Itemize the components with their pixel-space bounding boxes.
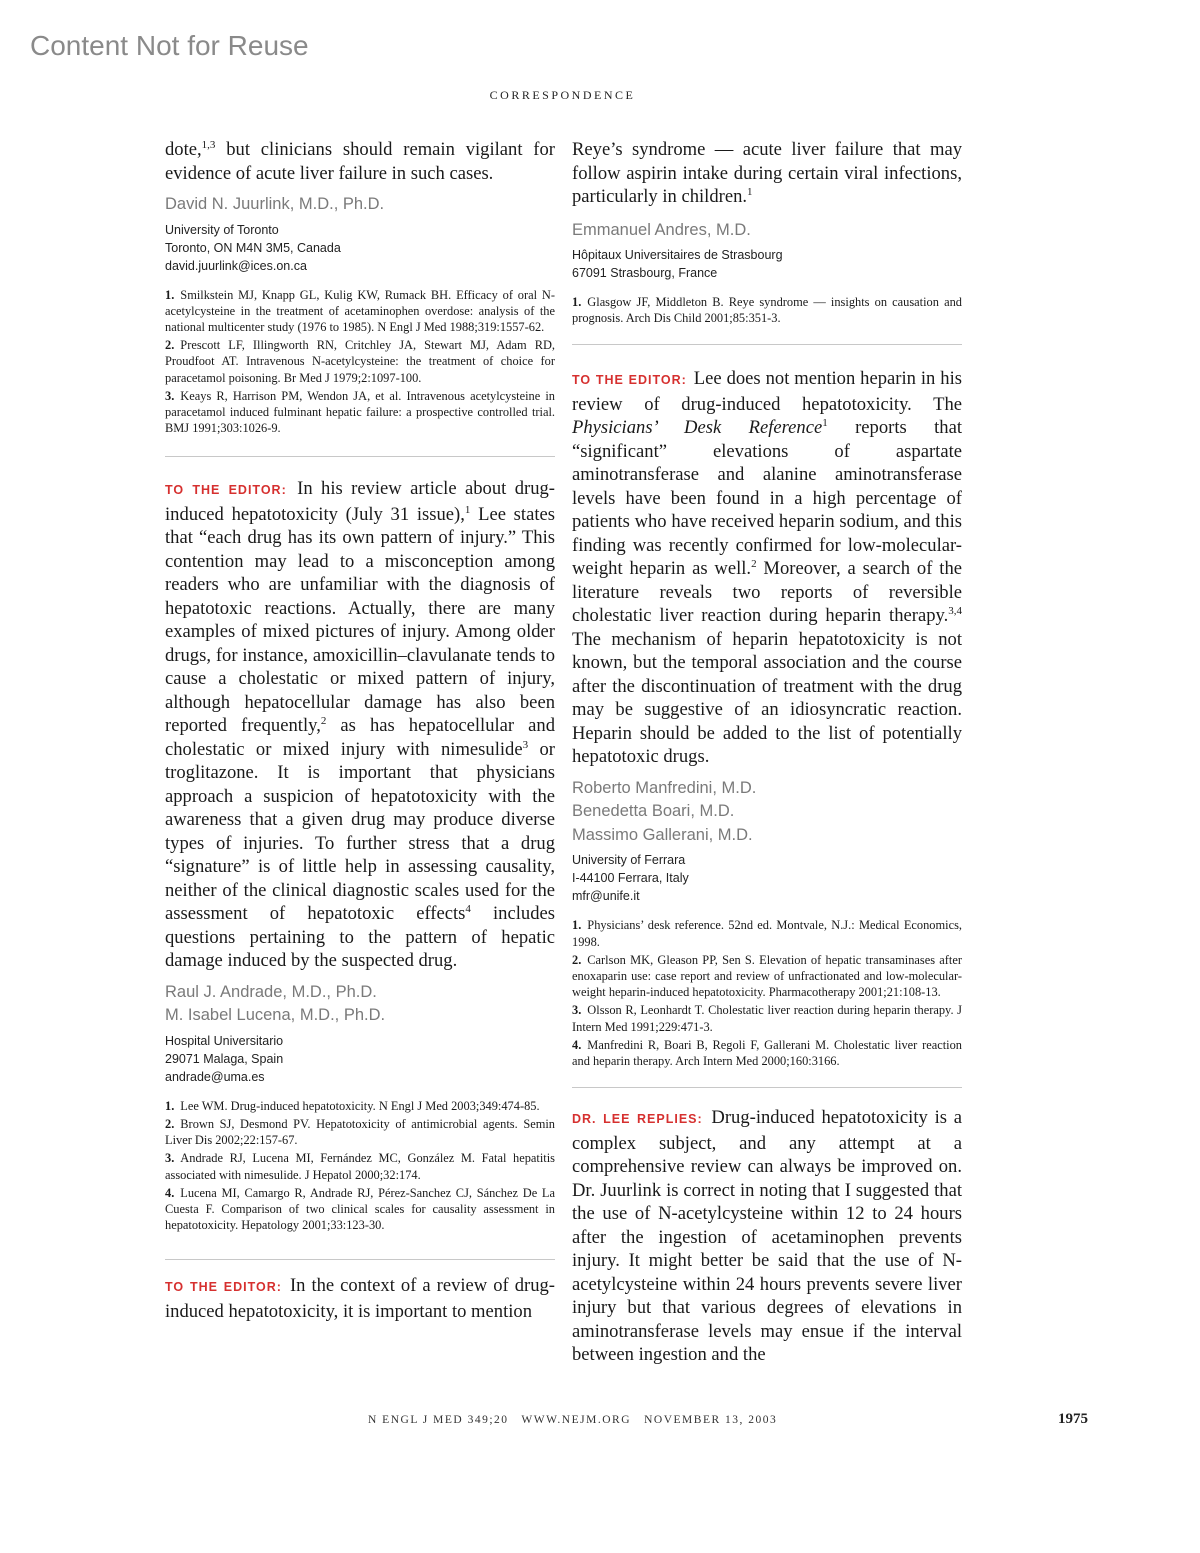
affiliation-line: I-44100 Ferrara, Italy xyxy=(572,871,689,886)
paragraph-text: In the context of a review of drug-induced hepatotoxicity, it is important to mention xyxy=(165,1275,555,1322)
reference-number: 3. xyxy=(165,388,175,403)
page-footer xyxy=(0,1411,1200,1431)
continued-paragraph xyxy=(165,138,555,185)
reference-list xyxy=(572,917,962,1069)
letter-label: TO THE EDITOR: xyxy=(165,483,287,498)
letter-label: TO THE EDITOR: xyxy=(572,373,687,388)
reference-text: Manfredini R, Boari B, Regoli F, Gallerani M. Cholestatic liver reaction and heparin therapy. Arch Intern Med 2000;160:3166. xyxy=(572,1037,962,1069)
letter-paragraph xyxy=(572,367,962,769)
paragraph-text: or troglitazone. It is important that physicians approach a suspicion of hepatotoxicity with the awareness that a given drug may produce diverse types of injuries. To further stress that a drug “signature” is of little help in assessing causality, neither of the clinical diagnostic scales used for the assessment of hepatotoxic effects xyxy=(165,738,555,925)
affiliation-line: Hôpitaux Universitaires de Strasbourg xyxy=(572,248,783,262)
reference-text: Lee WM. Drug-induced hepatotoxicity. N Engl J Med 2003;349:474-85. xyxy=(180,1098,540,1113)
paragraph-text: reports that “significant” elevations of aspartate aminotransferase and alanine aminotransferase levels have been found in a high percentage of patients who have received heparin sodium, and this finding was recently confirmed for low-molecular-weight heparin as well. xyxy=(572,417,962,580)
reference-text: Andrade RJ, Lucena MI, Fernández MC, González M. Fatal hepatitis associated with nimesulide. J Hepatol 2000;32:174. xyxy=(165,1151,555,1182)
reference-item xyxy=(165,287,555,336)
reference-item xyxy=(165,1116,555,1148)
reference-item xyxy=(572,917,962,949)
section-divider xyxy=(572,344,962,345)
letter-paragraph xyxy=(165,1274,555,1323)
author-name: David N. Juurlink, M.D., Ph.D. xyxy=(165,195,385,213)
affiliation xyxy=(572,246,962,282)
author-email[interactable]: andrade@uma.es xyxy=(165,1069,265,1084)
reference-item xyxy=(165,1098,555,1114)
author-name: M. Isabel Lucena, M.D., Ph.D. xyxy=(165,1006,386,1025)
reference-list xyxy=(165,287,555,437)
reference-number: 4. xyxy=(165,1185,175,1200)
citation-sup: 2 xyxy=(751,558,757,571)
citation-sup: 3,4 xyxy=(948,605,962,618)
author-email[interactable]: david.juurlink@ices.on.ca xyxy=(165,258,307,273)
author-email[interactable]: mfr@unife.it xyxy=(572,889,640,904)
paragraph-text: Reye’s syndrome — acute liver failure that may follow aspirin intake during certain viral infections, particularly in children. xyxy=(572,139,962,207)
paragraph-text: includes questions pertaining to the pattern of hepatic damage induced by the suspected drug. xyxy=(165,903,555,972)
citation-sup: 1,3 xyxy=(201,138,216,151)
reference-text: Lucena MI, Camargo R, Andrade RJ, Pérez-Sanchez CJ, Sánchez De La Cuesta F. Comparison of two clinical scales for causality assessment in hepatotoxicity. Hepatology 2001;33:123-30. xyxy=(165,1185,555,1233)
reference-number: 1. xyxy=(572,918,582,933)
reference-item xyxy=(572,294,962,326)
reference-item xyxy=(165,1185,555,1234)
section-header: CORRESPONDENCE xyxy=(489,88,636,102)
left-column xyxy=(165,138,555,1323)
reference-item xyxy=(165,388,555,437)
reference-text: Glasgow JF, Middleton B. Reye syndrome — insights on causation and prognosis. Arch Dis Child 2001;85:351-3. xyxy=(572,295,962,326)
reference-number: 3. xyxy=(165,1151,175,1166)
paragraph-text: Lee states that “each drug has its own pattern of injury.” This contention may lead to a misconception among readers who are unfamiliar with the diagnosis of hepatotoxic reactions. Actually, there are many examples of mixed pictures of injury. Among older drugs, for instance, amoxicillin–clavulanate tends to cause a cholestatic or mixed pattern of injury, although hepatocellular damage has also been reported frequently, xyxy=(165,503,555,737)
section-divider xyxy=(165,456,555,457)
reference-number: 1. xyxy=(165,1098,175,1113)
reference-number: 1. xyxy=(165,287,175,302)
paragraph-text: but clinicians should remain vigilant for evidence of acute liver failure in such cases. xyxy=(165,139,555,184)
paragraph-text: The mechanism of heparin hepatotoxicity is not known, but the temporal association and the course after the discontinuation of treatment with the drug may be suggestive of an idiosyncratic reaction. Heparin should be added to the list of potentially hepatotoxic drugs. xyxy=(572,628,962,768)
reference-number: 1. xyxy=(572,295,582,309)
reference-text: Olsson R, Leonhardt T. Cholestatic liver reaction during heparin therapy. J Intern Med 1991;229:471-3. xyxy=(572,1003,962,1034)
letter-label: DR. LEE REPLIES: xyxy=(572,1112,703,1127)
affiliation xyxy=(165,1032,555,1086)
reference-number: 2. xyxy=(165,338,175,353)
affiliation-line: 67091 Strasbourg, France xyxy=(572,266,718,280)
journal-citation: N ENGL J MED 349;20 WWW.NEJM.ORG NOVEMBER 13, 2003 xyxy=(368,1414,778,1426)
author-name: Benedetta Boari, M.D. xyxy=(572,802,735,821)
reference-item xyxy=(165,337,555,386)
reference-item xyxy=(572,1002,962,1034)
letter-label: TO THE EDITOR: xyxy=(165,1280,282,1295)
reference-item xyxy=(572,1037,962,1069)
citation-sup: 1 xyxy=(822,417,828,430)
author-name: Roberto Manfredini, M.D. xyxy=(572,778,757,797)
affiliation xyxy=(572,851,962,905)
paragraph-text: as has hepatocellular and cholestatic or mixed injury with nimesulide xyxy=(165,715,555,760)
reference-number: 3. xyxy=(572,1003,582,1018)
letter-paragraph xyxy=(572,1106,962,1367)
citation-sup: 3 xyxy=(522,738,529,751)
affiliation-line: Toronto, ON M4N 3M5, Canada xyxy=(165,240,341,255)
continued-paragraph xyxy=(572,138,962,209)
citation-sup: 1 xyxy=(464,503,471,516)
reference-number: 4. xyxy=(572,1037,582,1052)
affiliation-line: University of Toronto xyxy=(165,222,279,237)
reference-list xyxy=(165,1098,555,1234)
author-name: Raul J. Andrade, M.D., Ph.D. xyxy=(165,982,377,1001)
reference-text: Brown SJ, Desmond PV. Hepatotoxicity of antimicrobial agents. Semin Liver Dis 2002;22:157-67. xyxy=(165,1117,555,1148)
affiliation xyxy=(165,221,555,275)
reference-number: 2. xyxy=(165,1117,175,1132)
author-name: Massimo Gallerani, M.D. xyxy=(572,825,753,844)
reference-number: 2. xyxy=(572,952,582,967)
paragraph-text: Moreover, a search of the literature reveals two reports of reversible cholestatic liver reaction during heparin therapy. xyxy=(572,558,962,627)
right-column xyxy=(572,138,962,1367)
author-name: Emmanuel Andres, M.D. xyxy=(572,220,751,239)
citation-sup: 1 xyxy=(747,185,753,198)
reference-item xyxy=(165,1150,555,1182)
watermark: Content Not for Reuse xyxy=(30,30,309,61)
section-divider xyxy=(572,1087,962,1088)
citation-sup: 2 xyxy=(320,715,327,728)
citation-sup: 4 xyxy=(465,903,471,916)
affiliation-line: 29071 Malaga, Spain xyxy=(165,1051,284,1066)
letter-paragraph xyxy=(165,477,555,973)
author-list xyxy=(572,777,962,848)
reference-text: Smilkstein MJ, Knapp GL, Kulig KW, Rumack BH. Efficacy of oral N-acetylcysteine in the treatment of acetaminophen overdose: analysis of the national multicenter study (1976 to 1985). N Engl J Med 1988;319:1557-62. xyxy=(165,287,555,334)
section-divider xyxy=(165,1259,555,1260)
reference-list xyxy=(572,294,962,326)
paragraph-text: dote, xyxy=(165,139,202,160)
paragraph-text: Drug-induced hepatotoxicity is a complex subject, and any attempt at a comprehensive review can always be improved on. Dr. Juurlink is correct in noting that I suggested that the use of N-acetylcysteine within 12 to 24 hours after the ingestion of acetaminophen prevents injury. It might better be said that the use of N-acetylcysteine within 24 hours prevents severe liver injury but that various degrees of elevations in aminotransferase levels may ensue if the interval between ingestion and the xyxy=(572,1107,962,1366)
paragraph-text: In his review article about drug-induced hepatotoxicity (July 31 issue), xyxy=(165,478,555,525)
book-title: Physicians’ Desk Reference xyxy=(572,417,823,439)
reference-text: Carlson MK, Gleason PP, Sen S. Elevation of hepatic transaminases after enoxaparin use: case report and review of unfractionated and low-molecular-weight heparin-induced hepatotoxicity. Pharmacotherapy 2001;21:108-13. xyxy=(572,952,962,1000)
reference-text: Prescott LF, Illingworth RN, Critchley JA, Stewart MJ, Adam RD, Proudfoot AT. Intravenous N-acetylcysteine: the treatment of choice for paracetamol poisoning. Br Med J 1979;2:1097-100. xyxy=(165,338,555,385)
author-list xyxy=(165,981,555,1028)
page-number: 1975 xyxy=(1058,1411,1088,1427)
reference-text: Keays R, Harrison PM, Wendon JA, et al. Intravenous acetylcysteine in paracetamol induced fulminant hepatic failure: a prospective controlled trial. BMJ 1991;303:1026-9. xyxy=(165,388,555,436)
paragraph-text: Lee does not mention heparin in his review of drug-induced hepatotoxicity. The xyxy=(572,368,962,415)
reference-text: Physicians’ desk reference. 52nd ed. Montvale, N.J.: Medical Economics, 1998. xyxy=(572,918,962,949)
affiliation-line: Hospital Universitario xyxy=(165,1033,284,1048)
affiliation-line: University of Ferrara xyxy=(572,853,686,868)
reference-item xyxy=(572,952,962,1001)
